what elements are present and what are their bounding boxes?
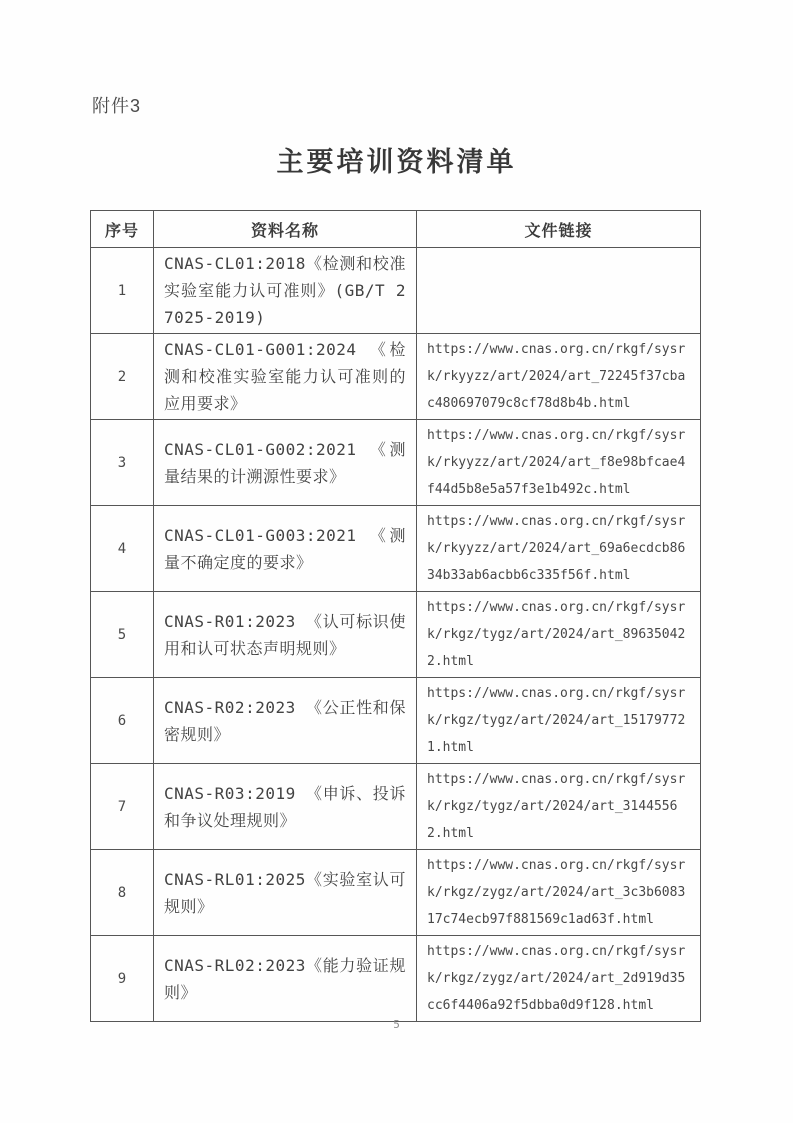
table-body — [91, 248, 701, 1022]
row-index-cell: 4 — [91, 506, 154, 592]
column-header-index: 序号 — [91, 211, 154, 248]
row-index-cell: 6 — [91, 678, 154, 764]
file-link-cell: https://www.cnas.org.cn/rkgf/sysrk/rkyyzz/art/2024/art_69a6ecdcb8634b33ab6acbb6c335f56f.html — [417, 506, 701, 592]
materials-table — [90, 210, 701, 1022]
material-name-cell: CNAS-CL01-G002:2021 《测量结果的计溯源性要求》 — [154, 420, 417, 506]
table-header — [91, 211, 701, 248]
page-title: 主要培训资料清单 — [276, 147, 517, 177]
table-row — [91, 592, 701, 678]
file-link-cell: https://www.cnas.org.cn/rkgf/sysrk/rkgz/tygz/art/2024/art_31445562.html — [417, 764, 701, 850]
table-row — [91, 248, 701, 334]
material-name-cell: CNAS-R02:2023 《公正性和保密规则》 — [154, 678, 417, 764]
page-number: 5 — [393, 1018, 400, 1031]
table-row — [91, 506, 701, 592]
file-link-cell: https://www.cnas.org.cn/rkgf/sysrk/rkyyzz/art/2024/art_72245f37cbac480697079c8cf78d8b4b.html — [417, 334, 701, 420]
file-link-cell: https://www.cnas.org.cn/rkgf/sysrk/rkgz/zygz/art/2024/art_2d919d35cc6f4406a92f5dbba0d9f128.html — [417, 936, 701, 1022]
row-index-cell: 9 — [91, 936, 154, 1022]
row-index-cell: 2 — [91, 334, 154, 420]
file-link-cell: https://www.cnas.org.cn/rkgf/sysrk/rkgz/tygz/art/2024/art_151797721.html — [417, 678, 701, 764]
file-link-cell: https://www.cnas.org.cn/rkgf/sysrk/rkgz/zygz/art/2024/art_3c3b608317c74ecb97f881569c1ad63f.html — [417, 850, 701, 936]
table-row — [91, 764, 701, 850]
table-row — [91, 334, 701, 420]
row-index-cell: 3 — [91, 420, 154, 506]
column-header-file-link: 文件链接 — [417, 211, 701, 248]
material-name-cell: CNAS-CL01-G001:2024 《检测和校准实验室能力认可准则的应用要求》 — [154, 334, 417, 420]
material-name-cell: CNAS-RL02:2023《能力验证规则》 — [154, 936, 417, 1022]
row-index-cell: 1 — [91, 248, 154, 334]
file-link-cell — [417, 248, 701, 334]
row-index-cell: 8 — [91, 850, 154, 936]
file-link-cell: https://www.cnas.org.cn/rkgf/sysrk/rkgz/tygz/art/2024/art_896350422.html — [417, 592, 701, 678]
row-index-cell: 7 — [91, 764, 154, 850]
material-name-cell: CNAS-CL01-G003:2021 《测量不确定度的要求》 — [154, 506, 417, 592]
column-header-material-name: 资料名称 — [154, 211, 417, 248]
material-name-cell: CNAS-R03:2019 《申诉、投诉和争议处理规则》 — [154, 764, 417, 850]
file-link-cell: https://www.cnas.org.cn/rkgf/sysrk/rkyyzz/art/2024/art_f8e98bfcae4f44d5b8e5a57f3e1b492c.html — [417, 420, 701, 506]
material-name-cell: CNAS-RL01:2025《实验室认可规则》 — [154, 850, 417, 936]
attachment-label: 附件3 — [92, 96, 142, 116]
table-row — [91, 936, 701, 1022]
table-row — [91, 678, 701, 764]
material-name-cell: CNAS-R01:2023 《认可标识使用和认可状态声明规则》 — [154, 592, 417, 678]
material-name-cell: CNAS-CL01:2018《检测和校准实验室能力认可准则》(GB/T 27025-2019) — [154, 248, 417, 334]
table-row — [91, 850, 701, 936]
table-row — [91, 420, 701, 506]
row-index-cell: 5 — [91, 592, 154, 678]
